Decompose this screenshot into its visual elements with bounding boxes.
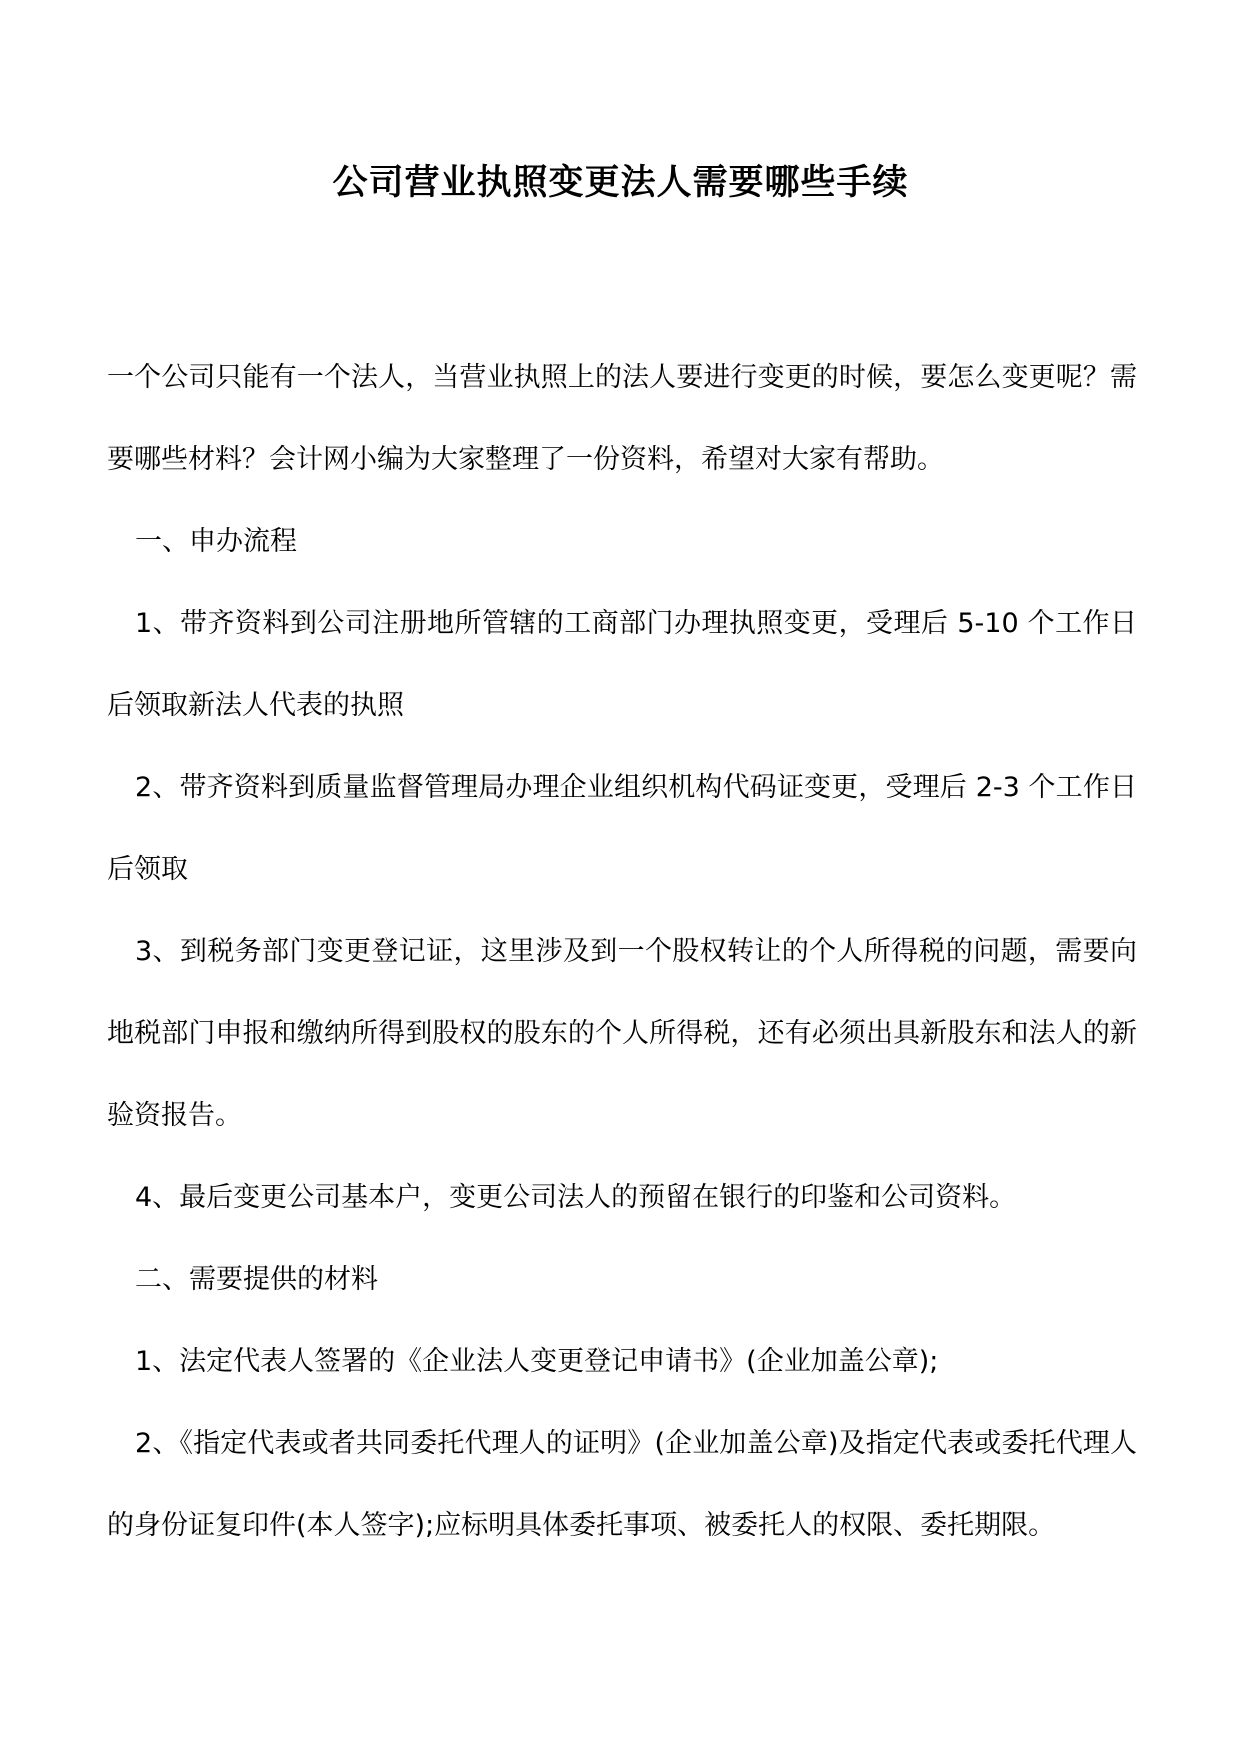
document-title: 公司营业执照变更法人需要哪些手续 <box>332 163 909 203</box>
section-heading-process: 一、申办流程 <box>135 526 297 557</box>
process-step-1: 1、带齐资料到公司注册地所管辖的工商部门办理执照变更，受理后 5-10 个工作日后领取新法人代表的执照 <box>107 608 1137 721</box>
intro-paragraph: 一个公司只能有一个法人，当营业执照上的法人要进行变更的时候，要怎么变更呢？需要哪些材料？会计网小编为大家整理了一份资料，希望对大家有帮助。 <box>107 362 1137 475</box>
process-step-3: 3、到税务部门变更登记证，这里涉及到一个股权转让的个人所得税的问题，需要向地税部门申报和缴纳所得到股权的股东的个人所得税，还有必须出具新股东和法人的新验资报告。 <box>107 936 1137 1131</box>
materials-item-1: 1、法定代表人签署的《企业法人变更登记申请书》(企业加盖公章); <box>135 1346 939 1377</box>
process-step-4: 4、最后变更公司基本户，变更公司法人的预留在银行的印鉴和公司资料。 <box>135 1182 1017 1213</box>
process-step-2: 2、带齐资料到质量监督管理局办理企业组织机构代码证变更，受理后 2-3 个工作日后领取 <box>107 772 1137 885</box>
section-heading-materials: 二、需要提供的材料 <box>135 1264 378 1295</box>
materials-item-2: 2、《指定代表或者共同委托代理人的证明》(企业加盖公章)及指定代表或委托代理人的身份证复印件(本人签字);应标明具体委托事项、被委托人的权限、委托期限。 <box>107 1428 1137 1541</box>
document-body <box>107 337 1137 1567</box>
